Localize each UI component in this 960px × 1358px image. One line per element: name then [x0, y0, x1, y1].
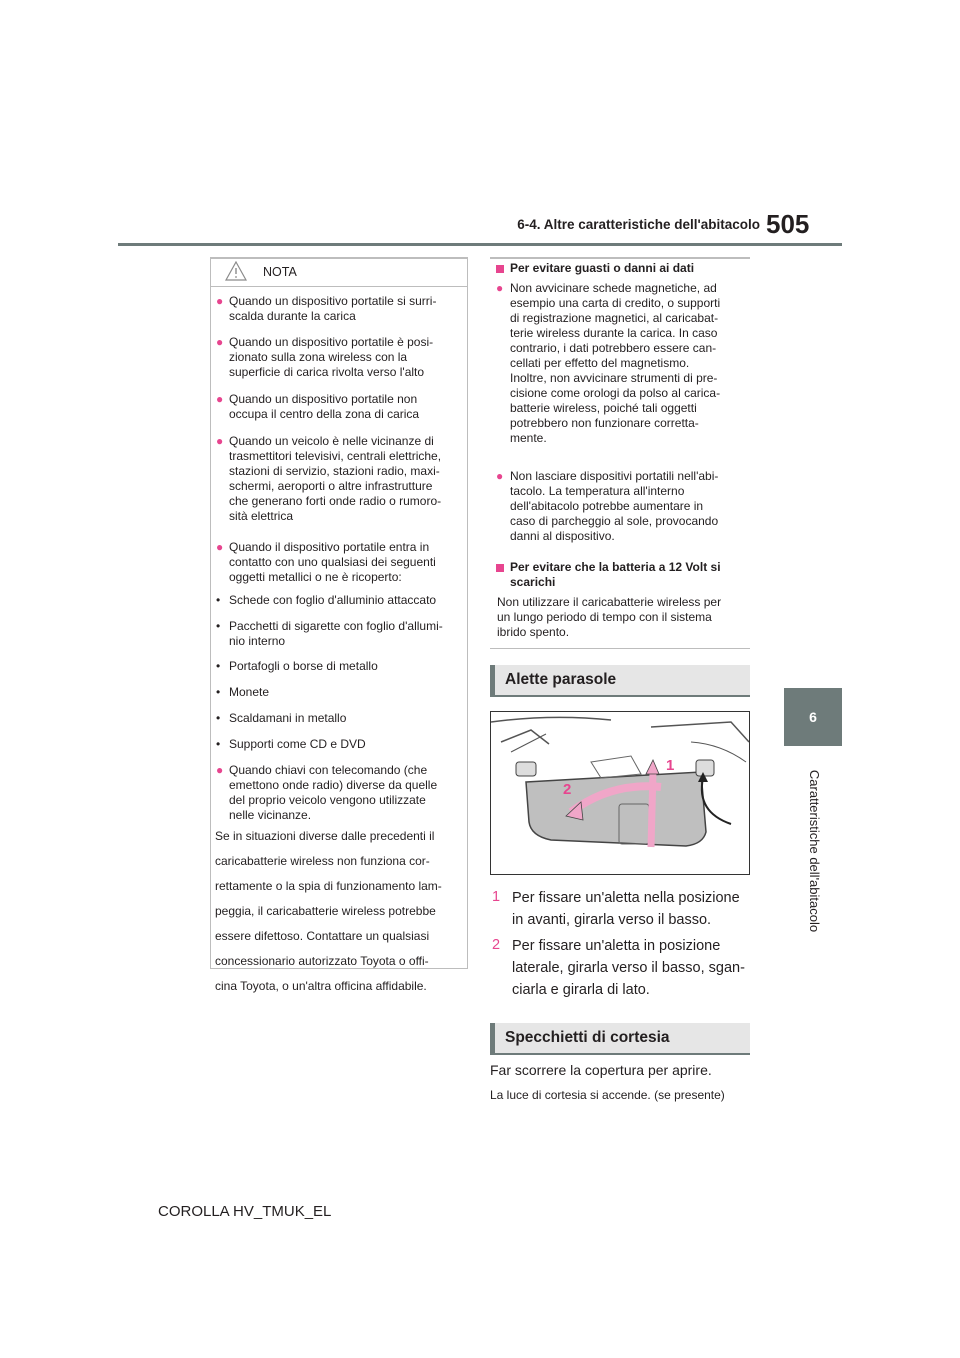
step-text: Per fissare un'aletta nella posizione in avanti, girarla verso il basso. [512, 890, 740, 928]
step-text: Per fissare un'aletta in posizione laterale, girarla verso il basso, sgan- ciarla e girarla di lato. [512, 938, 745, 998]
nota-sub-item: Supporti come CD e DVD [229, 737, 366, 751]
bullet-dot-icon: ● [216, 294, 224, 308]
chapter-tab: 6 [784, 688, 842, 746]
bullet-dot-icon: ● [496, 281, 504, 295]
section-header-sun-visors: Alette parasole [490, 665, 750, 697]
nota-paragraph-line: essere difettoso. Contattare un qualsiasi [215, 929, 430, 943]
step-number: 2 [492, 937, 501, 953]
section-header-vanity-mirrors: Specchietti di cortesia [490, 1023, 750, 1055]
bullet-dot-icon: ● [216, 540, 224, 554]
nota-sub-item: Scaldamani in metallo [229, 711, 347, 725]
page-number: 505 [766, 209, 810, 239]
nota-paragraph-line: peggia, il caricabatterie wireless potrebbe [215, 904, 436, 918]
bullet-dot-icon: ● [216, 763, 224, 777]
header-rule [118, 243, 842, 246]
chapter-label: Caratteristiche dell'abitacolo [807, 769, 822, 933]
nota-header [210, 257, 468, 287]
box-bullet: Non avvicinare schede magnetiche, ad esempio una carta di credito, o supporti di registrazione magnetici, al caricabat- terie wireless durante la carica. In caso contrario, i dati potrebbero essere can- cellati per effetto del magnetismo. Inoltre, non avvicinare strumenti di pre- cisione come orologi da polso al carica- batterie wireless, poiché tali oggetti potrebbero non funzionare corretta- mente. [510, 281, 721, 445]
nota-bullet: Quando un dispositivo portatile è posi- zionato sulla zona wireless con la superficie di carica rivolta verso l'alto [229, 335, 434, 379]
nota-paragraph-line: caricabatterie wireless non funziona cor- [215, 854, 430, 868]
nota-sub-item: Monete [229, 685, 270, 699]
nota-paragraph-line: cina Toyota, o un'altra officina affidabile. [215, 979, 427, 993]
sun-visor-illustration [490, 711, 750, 875]
sub-bullet-icon: • [216, 619, 221, 633]
box-heading: Per evitare guasti o danni ai dati [510, 261, 695, 275]
bullet-dot-icon: ● [216, 434, 224, 448]
nota-paragraph-line: concessionario autorizzato Toyota o offi- [215, 954, 429, 968]
bullet-dot-icon: ● [216, 392, 224, 406]
sub-bullet-icon: • [216, 593, 221, 607]
nota-sub-item: Schede con foglio d'alluminio attaccato [229, 593, 437, 607]
model-code: COROLLA HV_TMUK_EL [158, 1203, 332, 1220]
callout-2: 2 [563, 781, 572, 798]
nota-paragraph-line: rettamente o la spia di funzionamento lam- [215, 879, 442, 893]
sub-bullet-icon: • [216, 737, 221, 751]
box-paragraph: Non utilizzare il caricabatterie wireless per un lungo periodo di tempo con il sistema ibrido spento. [497, 595, 722, 639]
bullet-dot-icon: ● [496, 469, 504, 483]
sub-bullet-icon: • [216, 685, 221, 699]
nota-bullet: Quando un dispositivo portatile si surri- scalda durante la carica [229, 294, 437, 323]
nota-sub-item: Portafogli o borse di metallo [229, 659, 378, 673]
bullet-dot-icon: ● [216, 335, 224, 349]
box-heading: Per evitare che la batteria a 12 Volt si scarichi [510, 560, 721, 589]
sun-visor-drawing [491, 712, 750, 875]
nota-bullet: Quando un veicolo è nelle vicinanze di trasmettitori televisivi, centrali elettriche, stazioni di servizio, stazioni radio, maxi- schermi, aeroporti o altre infrastrutture che generano forti onde radio o rumoro- sità elettrica [229, 434, 442, 523]
step-number: 1 [492, 889, 501, 905]
warning-triangle-icon [225, 261, 247, 281]
square-bullet-icon [496, 265, 504, 273]
nota-paragraph-line: Se in situazioni diverse dalle precedenti il [215, 829, 435, 843]
nota-bullet: Quando il dispositivo portatile entra in contatto con uno qualsiasi dei seguenti oggetti metallici o ne è ricoperto: [229, 540, 436, 584]
nota-sub-item: Pacchetti di sigarette con foglio d'allumi- nio interno [229, 619, 443, 648]
box-bullet: Non lasciare dispositivi portatili nell'abi- tacolo. La temperatura all'interno dell'abitacolo potrebbe aumentare in caso di parcheggio al sole, provocando danni al dispositivo. [510, 469, 719, 543]
square-bullet-icon [496, 564, 504, 572]
sub-bullet-icon: • [216, 711, 221, 725]
note-text: La luce di cortesia si accende. (se presente) [490, 1088, 725, 1102]
nota-label: NOTA [263, 265, 297, 279]
callout-1: 1 [666, 757, 675, 774]
nota-bullet: Quando chiavi con telecomando (che emettono onde radio) diverse da quelle del proprio veicolo vengono utilizzate nelle vicinanze. [229, 763, 438, 822]
nota-bullet: Quando un dispositivo portatile non occupa il centro della zona di carica [229, 392, 420, 421]
section-title: 6-4. Altre caratteristiche dell'abitacolo [517, 217, 760, 232]
sub-bullet-icon: • [216, 659, 221, 673]
instruction-text: Far scorrere la copertura per aprire. [490, 1062, 712, 1078]
